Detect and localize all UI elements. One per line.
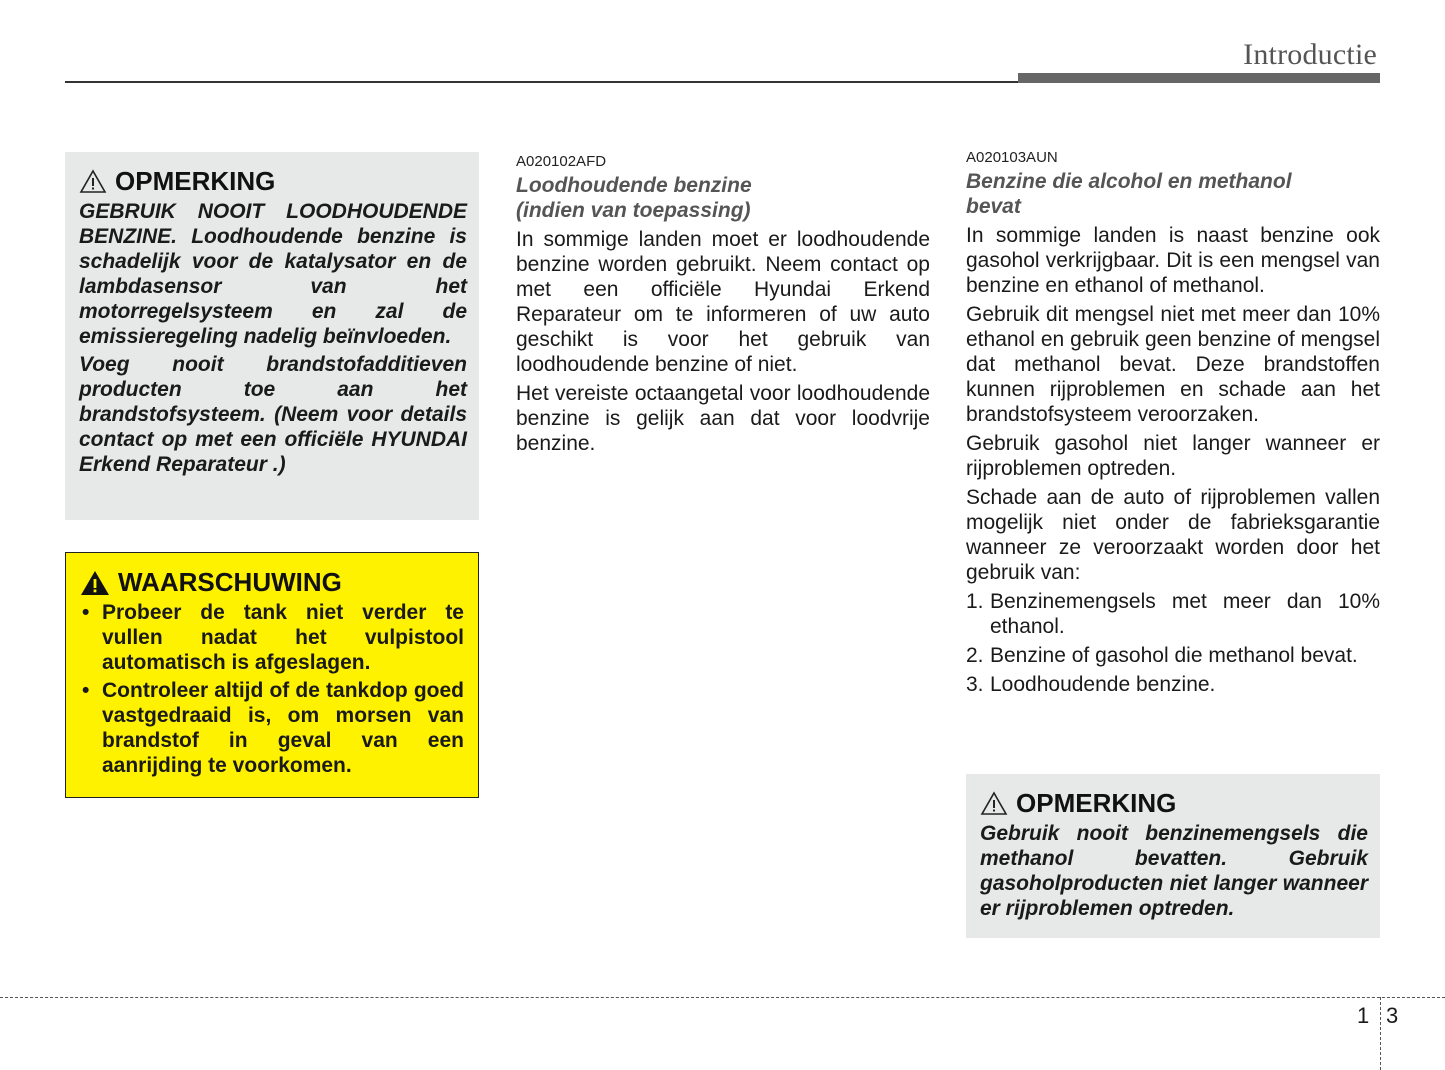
warning-item: • Probeer de tank niet verder te vullen nadat het vulpistool automatisch is afgeslagen. — [80, 600, 464, 675]
warning-heading — [80, 567, 464, 598]
middle-column — [516, 153, 930, 456]
section-heading: Benzine die alcohol en methanol — [966, 170, 1292, 193]
body-paragraph: In sommige landen moet er loodhoudende benzine worden gebruikt. Neem contact op met een officiële Hyundai Erkend Reparateur om te informeren of uw auto geschikt is voor het gebruik van loodhoudende benzine of niet. — [516, 228, 930, 376]
footer-page-divider — [1380, 997, 1381, 1070]
section-heading: bevat — [966, 195, 1021, 218]
list-item — [966, 643, 1380, 668]
section-heading: (indien van toepassing) — [516, 199, 751, 222]
list-number: 3. — [966, 673, 984, 696]
list-item — [966, 672, 1380, 697]
section-code: A020102AFD — [516, 153, 607, 170]
note-title: OPMERKING — [115, 166, 276, 196]
note-heading — [980, 788, 1368, 819]
note-title: OPMERKING — [1016, 788, 1177, 818]
note-box-methanol — [966, 774, 1380, 938]
footer-divider — [0, 997, 1445, 998]
right-column — [966, 149, 1380, 701]
body-paragraph: Het vereiste octaangetal voor loodhoudende benzine is gelijk aan dat voor loodvrije benzine. — [516, 382, 930, 455]
warning-icon — [80, 570, 110, 596]
section-code: A020103AUN — [966, 149, 1058, 166]
header-rule — [65, 81, 1020, 83]
note-box-lead — [65, 152, 479, 520]
body-paragraph: Gebruik gasohol niet langer wanneer er rijproblemen optreden. — [966, 432, 1380, 480]
list-text: Loodhoudende benzine. — [990, 673, 1216, 696]
note-paragraph: Voeg nooit brandstofadditieven producten toe aan het brandstofsysteem. (Neem voor details contact op met een officiële HYUNDAI Erkend Reparateur .) — [79, 353, 467, 476]
list-text: Benzinemengsels met meer dan 10% ethanol. — [990, 590, 1380, 638]
chapter-number: 1 — [1357, 1003, 1370, 1028]
list-number: 1. — [966, 590, 984, 613]
header-rule-accent — [1018, 73, 1380, 83]
numbered-list — [966, 589, 1380, 697]
note-heading — [79, 166, 467, 197]
list-number: 2. — [966, 644, 984, 667]
warning-list — [80, 600, 464, 778]
left-column — [65, 152, 479, 798]
warning-box — [65, 552, 479, 798]
warning-item: • Controleer altijd of de tankdop goed vastgedraaid is, om morsen van brandstof in geval van een aanrijding te voorkomen. — [80, 678, 464, 778]
warning-title: WAARSCHUWING — [118, 567, 342, 597]
caution-icon — [79, 169, 107, 194]
section-title: Introductie — [1243, 38, 1377, 71]
list-text: Benzine of gasohol die methanol bevat. — [990, 644, 1358, 667]
caution-icon — [980, 791, 1008, 816]
body-paragraph: Gebruik dit mengsel niet met meer dan 10% ethanol en gebruik geen benzine of mengsel dat methanol bevat. Deze brandstoffen kunnen rijproblemen en schade aan het brandstofsysteem veroorzaken. — [966, 303, 1380, 426]
body-paragraph: In sommige landen is naast benzine ook gasohol verkrijgbaar. Dit is een mengsel van benzine en ethanol of methanol. — [966, 224, 1380, 297]
section-heading: Loodhoudende benzine — [516, 174, 752, 197]
note-paragraph: Gebruik nooit benzinemengsels die methanol bevatten. Gebruik gasoholproducten niet langer wanneer er rijproblemen optreden. — [980, 822, 1368, 920]
page-number: 3 — [1386, 1003, 1399, 1028]
note-paragraph: GEBRUIK NOOIT LOODHOUDENDE BENZINE. Loodhoudende benzine is schadelijk voor de katalysator en de lambdasensor van het motorregelsysteem en zal de emissieregeling nadelig beïnvloeden. — [79, 200, 467, 348]
body-paragraph: Schade aan de auto of rijproblemen vallen mogelijk niet onder de fabrieksgarantie wanneer ze veroorzaakt worden door het gebruik van: — [966, 486, 1380, 584]
list-item — [966, 589, 1380, 639]
